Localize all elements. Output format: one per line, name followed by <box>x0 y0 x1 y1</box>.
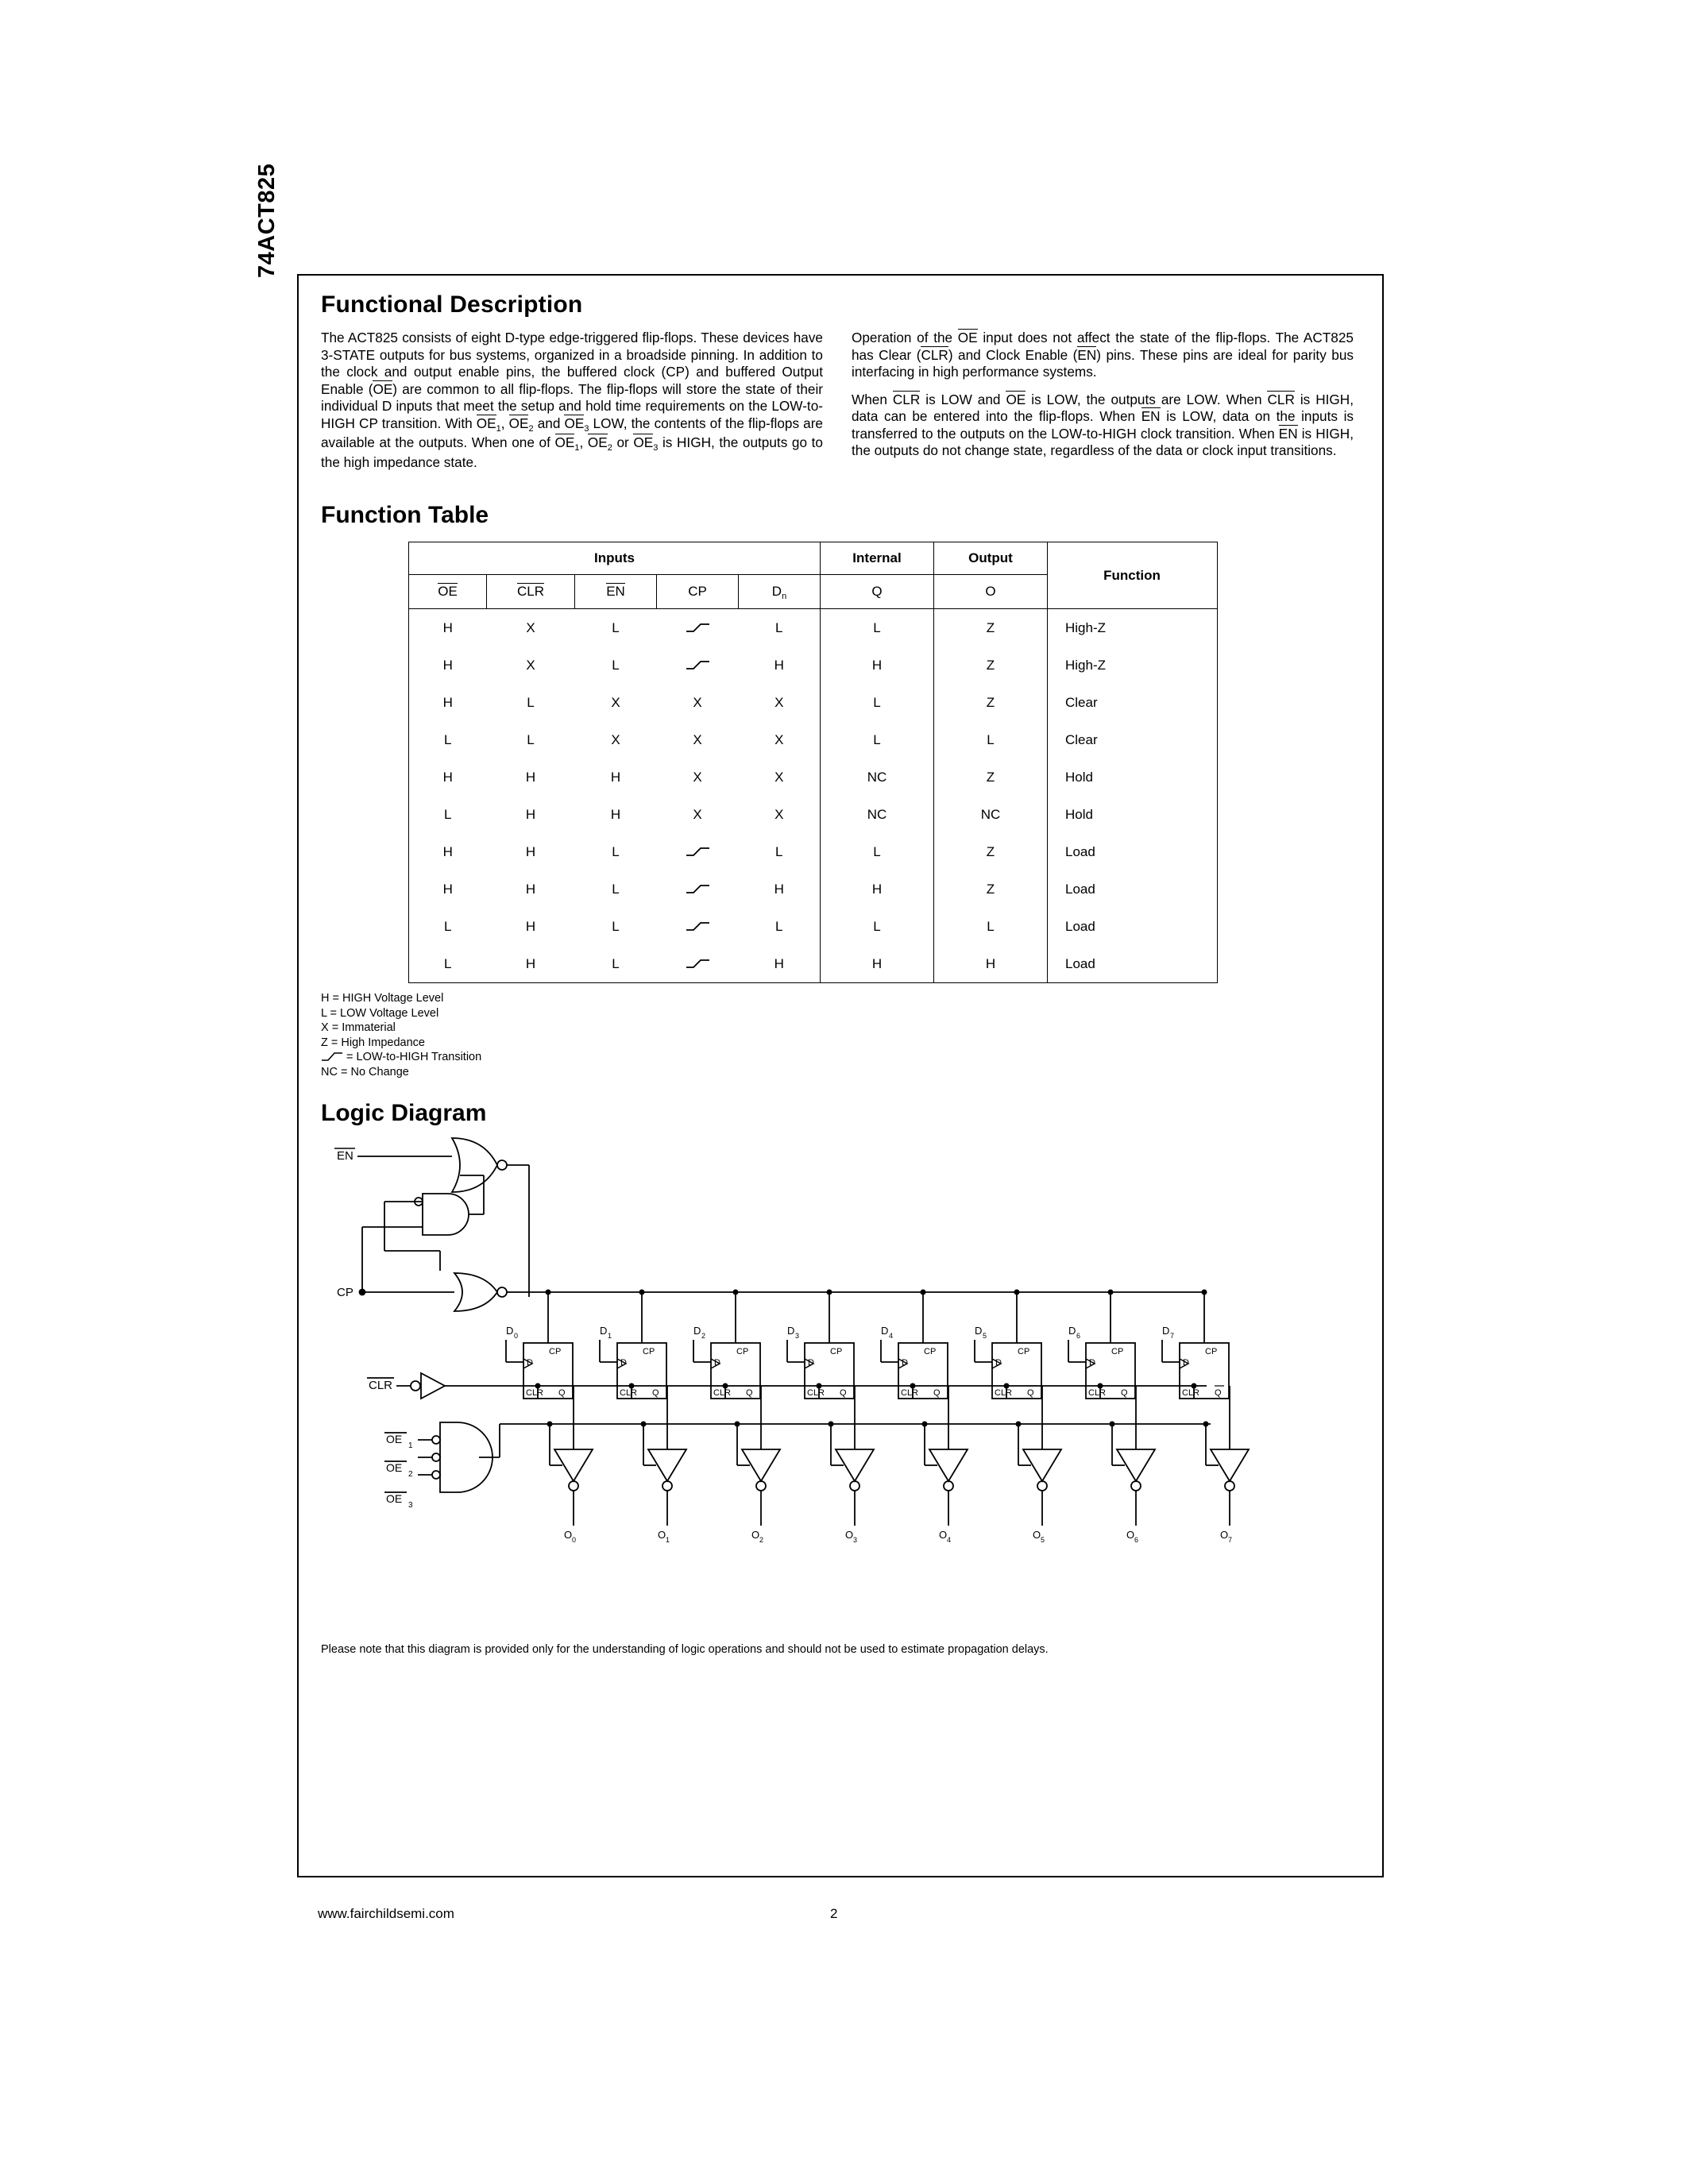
svg-text:1: 1 <box>408 1441 413 1450</box>
label-d5: D <box>975 1325 983 1337</box>
function-table-wrap <box>408 542 1362 983</box>
cell-oe: L <box>409 945 487 983</box>
ff-label-clr: CLR <box>526 1388 544 1398</box>
cell-dn: X <box>774 694 784 710</box>
label-en: EN <box>337 1149 353 1163</box>
cell-en: L <box>575 945 657 983</box>
cell-cp <box>657 945 739 983</box>
cell-dn: L <box>775 619 783 635</box>
svg-text:1: 1 <box>666 1536 670 1544</box>
cell-q: H <box>821 646 934 684</box>
label-o2: O <box>751 1529 760 1541</box>
function-table-body <box>409 609 1218 983</box>
cell-dn: X <box>774 769 784 785</box>
table-row <box>409 609 1218 647</box>
content-box <box>297 274 1384 1877</box>
svg-text:6: 6 <box>1134 1536 1139 1544</box>
label-oe1: OE <box>386 1433 403 1445</box>
cell-clr: L <box>527 731 535 747</box>
cell-function: Clear <box>1048 684 1218 721</box>
cell-oe: H <box>409 646 487 684</box>
cell-cp <box>657 833 739 870</box>
functional-description-heading: Functional Description <box>321 291 583 318</box>
svg-text:2: 2 <box>701 1332 706 1340</box>
cell-oe: L <box>409 796 487 833</box>
ff-label-q: Q <box>1215 1388 1222 1398</box>
ff-label-cp: CP <box>830 1347 843 1356</box>
cell-oe: H <box>409 684 487 721</box>
cell-clr: L <box>527 694 535 710</box>
function-table-legend <box>321 991 1362 1079</box>
ff-label-d: D <box>527 1358 533 1368</box>
ff-label-q: Q <box>558 1388 566 1398</box>
cell-cp <box>657 609 739 647</box>
cell-clr: X <box>526 657 535 673</box>
table-row <box>409 758 1218 796</box>
cell-clr: H <box>525 769 536 785</box>
ff-label-d: D <box>1183 1358 1189 1368</box>
ff-label-cp: CP <box>1018 1347 1030 1356</box>
svg-text:1: 1 <box>608 1332 612 1340</box>
col-header-clr: CLR <box>487 575 575 609</box>
svg-text:3: 3 <box>408 1501 413 1510</box>
cell-cp: X <box>693 731 702 747</box>
svg-text:7: 7 <box>1170 1332 1175 1340</box>
function-table-heading: Function Table <box>321 502 489 528</box>
ff-label-clr: CLR <box>901 1388 919 1398</box>
cell-o: NC <box>934 796 1048 833</box>
table-row <box>409 796 1218 833</box>
cell-function: High-Z <box>1048 609 1218 647</box>
ff-label-clr: CLR <box>807 1388 825 1398</box>
label-oe3: OE <box>386 1492 403 1505</box>
cell-q: L <box>821 908 934 945</box>
cell-oe: L <box>409 721 487 758</box>
cell-o: Z <box>934 646 1048 684</box>
ff-label-clr: CLR <box>1088 1388 1107 1398</box>
cell-o: L <box>934 721 1048 758</box>
cell-dn: H <box>774 881 784 897</box>
cell-function: Load <box>1048 908 1218 945</box>
ff-label-cp: CP <box>736 1347 749 1356</box>
ff-label-d: D <box>902 1358 908 1368</box>
cell-oe: L <box>409 908 487 945</box>
logic-diagram-note: Please note that this diagram is provided only for the understanding of logic operations and should not be used to estimate propagation delays. <box>321 1643 1049 1656</box>
cell-function: Load <box>1048 833 1218 870</box>
col-header-oe: OE <box>409 575 487 609</box>
functional-description-right-column <box>852 330 1354 481</box>
cell-o: Z <box>934 758 1048 796</box>
content-inner <box>321 291 1362 1656</box>
paragraph: The ACT825 consists of eight D-type edge-triggered flip-flops. These devices have 3-STATE outputs for bus systems, organized in a broadside pinning. In addition to the clock and output enable pins, the buffered clock (CP) and buffered Output Enable (OE) are common to all flip-flops. The flip-flops will store the state of their individual D inputs that meet the setup and hold time requirements on the LOW-to-HIGH CP transition. With $OE_1$, $OE_2$ and $OE_3$ LOW, the contents of the flip-flops are available at the outputs. When one of $OE_1$, $OE_2$ or $OE_3$ is HIGH, the outputs go to the high impedance state. <box>321 330 823 470</box>
label-o5: O <box>1033 1529 1041 1541</box>
svg-text:3: 3 <box>853 1536 858 1544</box>
cell-q: NC <box>821 796 934 833</box>
svg-text:3: 3 <box>795 1332 800 1340</box>
cell-q: L <box>821 833 934 870</box>
cell-dn: H <box>774 657 784 673</box>
label-d6: D <box>1068 1325 1076 1337</box>
cell-cp: X <box>693 769 702 785</box>
ff-label-d: D <box>714 1358 720 1368</box>
group-header-inputs: Inputs <box>409 542 821 575</box>
cell-cp: X <box>693 806 702 822</box>
cell-q: H <box>821 870 934 908</box>
cell-dn: L <box>775 843 783 859</box>
cell-clr: H <box>487 945 575 983</box>
cell-en: X <box>611 731 620 747</box>
legend-item: Z = High Impedance <box>321 1036 425 1049</box>
label-d1: D <box>600 1325 608 1337</box>
logic-diagram-svg <box>321 1132 1354 1624</box>
logic-diagram-heading: Logic Diagram <box>321 1100 487 1126</box>
cell-o: H <box>934 945 1048 983</box>
label-d3: D <box>787 1325 795 1337</box>
cell-clr: H <box>525 881 536 897</box>
legend-item: H = HIGH Voltage Level <box>321 992 444 1005</box>
svg-text:5: 5 <box>983 1332 987 1340</box>
table-row <box>409 684 1218 721</box>
svg-text:0: 0 <box>572 1536 577 1544</box>
functional-description-columns <box>321 330 1362 481</box>
cell-function: Load <box>1048 945 1218 983</box>
label-o3: O <box>845 1529 854 1541</box>
ff-label-cp: CP <box>1111 1347 1124 1356</box>
cell-oe: H <box>409 758 487 796</box>
ff-label-d: D <box>620 1358 627 1368</box>
legend-transition-text: = LOW-to-HIGH Transition <box>346 1051 482 1063</box>
cell-en: L <box>612 881 620 897</box>
logic-diagram <box>321 1132 1354 1640</box>
function-table <box>408 542 1218 983</box>
cell-function: High-Z <box>1048 646 1218 684</box>
label-o0: O <box>564 1529 573 1541</box>
label-oe2: OE <box>386 1461 403 1474</box>
group-header-function: Function <box>1048 542 1218 609</box>
ff-label-clr: CLR <box>620 1388 638 1398</box>
col-header-dn: $D_n$ <box>739 575 821 609</box>
label-d4: D <box>881 1325 889 1337</box>
ff-label-clr: CLR <box>995 1388 1013 1398</box>
label-clr: CLR <box>369 1379 393 1392</box>
cell-en: L <box>612 843 620 859</box>
cell-q: L <box>821 609 934 647</box>
label-d2: D <box>693 1325 701 1337</box>
cell-o: Z <box>934 833 1048 870</box>
cell-clr: H <box>525 806 536 822</box>
cell-q: H <box>821 945 934 983</box>
cell-o: L <box>934 908 1048 945</box>
ff-label-clr: CLR <box>1182 1388 1200 1398</box>
ff-label-q: Q <box>933 1388 941 1398</box>
cell-function: Load <box>1048 870 1218 908</box>
table-row <box>409 945 1218 983</box>
label-d0: D <box>506 1325 514 1337</box>
svg-text:7: 7 <box>1228 1536 1233 1544</box>
cell-en: L <box>612 657 620 673</box>
label-o7: O <box>1220 1529 1229 1541</box>
label-cp: CP <box>337 1286 353 1299</box>
svg-text:4: 4 <box>889 1332 894 1340</box>
ff-label-q: Q <box>840 1388 847 1398</box>
legend-item-transition <box>321 1050 1362 1065</box>
legend-item: L = LOW Voltage Level <box>321 1006 439 1020</box>
svg-text:5: 5 <box>1041 1536 1045 1544</box>
table-row <box>409 833 1218 870</box>
cell-dn: H <box>739 945 821 983</box>
legend-item: NC = No Change <box>321 1065 409 1078</box>
cell-o: Z <box>934 684 1048 721</box>
cell-en: H <box>610 769 621 785</box>
paragraph: Operation of the OE input does not affect the state of the flip-flops. The ACT825 has Clear (CLR) and Clock Enable (EN) pins. These pins are ideal for parity bus interfacing in high performance systems. <box>852 330 1354 380</box>
legend-item: X = Immaterial <box>321 1021 396 1034</box>
svg-text:2: 2 <box>759 1536 764 1544</box>
cell-en: H <box>610 806 621 822</box>
ff-label-d: D <box>995 1358 1002 1368</box>
cell-en: L <box>612 918 620 934</box>
cell-oe: H <box>409 870 487 908</box>
ff-label-d: D <box>808 1358 814 1368</box>
ff-label-q: Q <box>652 1388 659 1398</box>
cell-clr: H <box>525 843 536 859</box>
cell-q: L <box>821 721 934 758</box>
cell-o: Z <box>934 609 1048 647</box>
ff-label-cp: CP <box>924 1347 937 1356</box>
label-o1: O <box>658 1529 666 1541</box>
side-title: 74ACT825 <box>254 163 280 278</box>
cell-en: L <box>612 619 620 635</box>
cell-function: Hold <box>1048 796 1218 833</box>
ff-label-q: Q <box>1027 1388 1034 1398</box>
col-header-cp: CP <box>657 575 739 609</box>
ff-label-cp: CP <box>643 1347 655 1356</box>
cell-cp <box>657 646 739 684</box>
cell-oe: H <box>409 609 487 647</box>
paragraph: When CLR is LOW and OE is LOW, the outputs are LOW. When CLR is HIGH, data can be entered into the flip-flops. When EN is LOW, data on the inputs is transferred to the outputs on the LOW-to-HIGH clock transition. When EN is HIGH, the outputs do not change state, regardless of the data or clock input transitions. <box>852 391 1354 458</box>
group-header-output: Output <box>934 542 1048 575</box>
cell-clr: X <box>526 619 535 635</box>
label-d7: D <box>1162 1325 1170 1337</box>
ff-label-q: Q <box>1121 1388 1128 1398</box>
col-header-en: EN <box>575 575 657 609</box>
cell-dn: X <box>774 731 784 747</box>
col-header-o: O <box>934 575 1048 609</box>
cell-function: Hold <box>1048 758 1218 796</box>
table-row <box>409 646 1218 684</box>
cell-clr: H <box>525 918 536 934</box>
table-group-header-row <box>409 542 1218 575</box>
footer-page-number: 2 <box>830 1906 838 1921</box>
ff-label-d: D <box>1089 1358 1095 1368</box>
cell-oe: H <box>409 833 487 870</box>
cell-q: NC <box>821 758 934 796</box>
cell-cp <box>657 908 739 945</box>
ff-label-q: Q <box>746 1388 753 1398</box>
footer-url: www.fairchildsemi.com <box>318 1906 454 1921</box>
cell-dn: L <box>775 918 783 934</box>
svg-text:4: 4 <box>947 1536 952 1544</box>
cell-cp <box>657 870 739 908</box>
cell-en: X <box>611 694 620 710</box>
svg-text:2: 2 <box>408 1470 413 1479</box>
ff-label-clr: CLR <box>713 1388 732 1398</box>
functional-description-left-column <box>321 330 823 481</box>
col-header-q: Q <box>821 575 934 609</box>
cell-function: Clear <box>1048 721 1218 758</box>
svg-text:0: 0 <box>514 1332 519 1340</box>
table-row <box>409 870 1218 908</box>
cell-o: Z <box>934 870 1048 908</box>
ff-label-cp: CP <box>1205 1347 1218 1356</box>
label-o6: O <box>1126 1529 1135 1541</box>
cell-q: L <box>821 684 934 721</box>
cell-cp: X <box>693 694 702 710</box>
table-row <box>409 721 1218 758</box>
table-row <box>409 908 1218 945</box>
cell-dn: X <box>774 806 784 822</box>
svg-text:6: 6 <box>1076 1332 1081 1340</box>
ff-label-cp: CP <box>549 1347 562 1356</box>
group-header-internal: Internal <box>821 542 934 575</box>
label-o4: O <box>939 1529 948 1541</box>
